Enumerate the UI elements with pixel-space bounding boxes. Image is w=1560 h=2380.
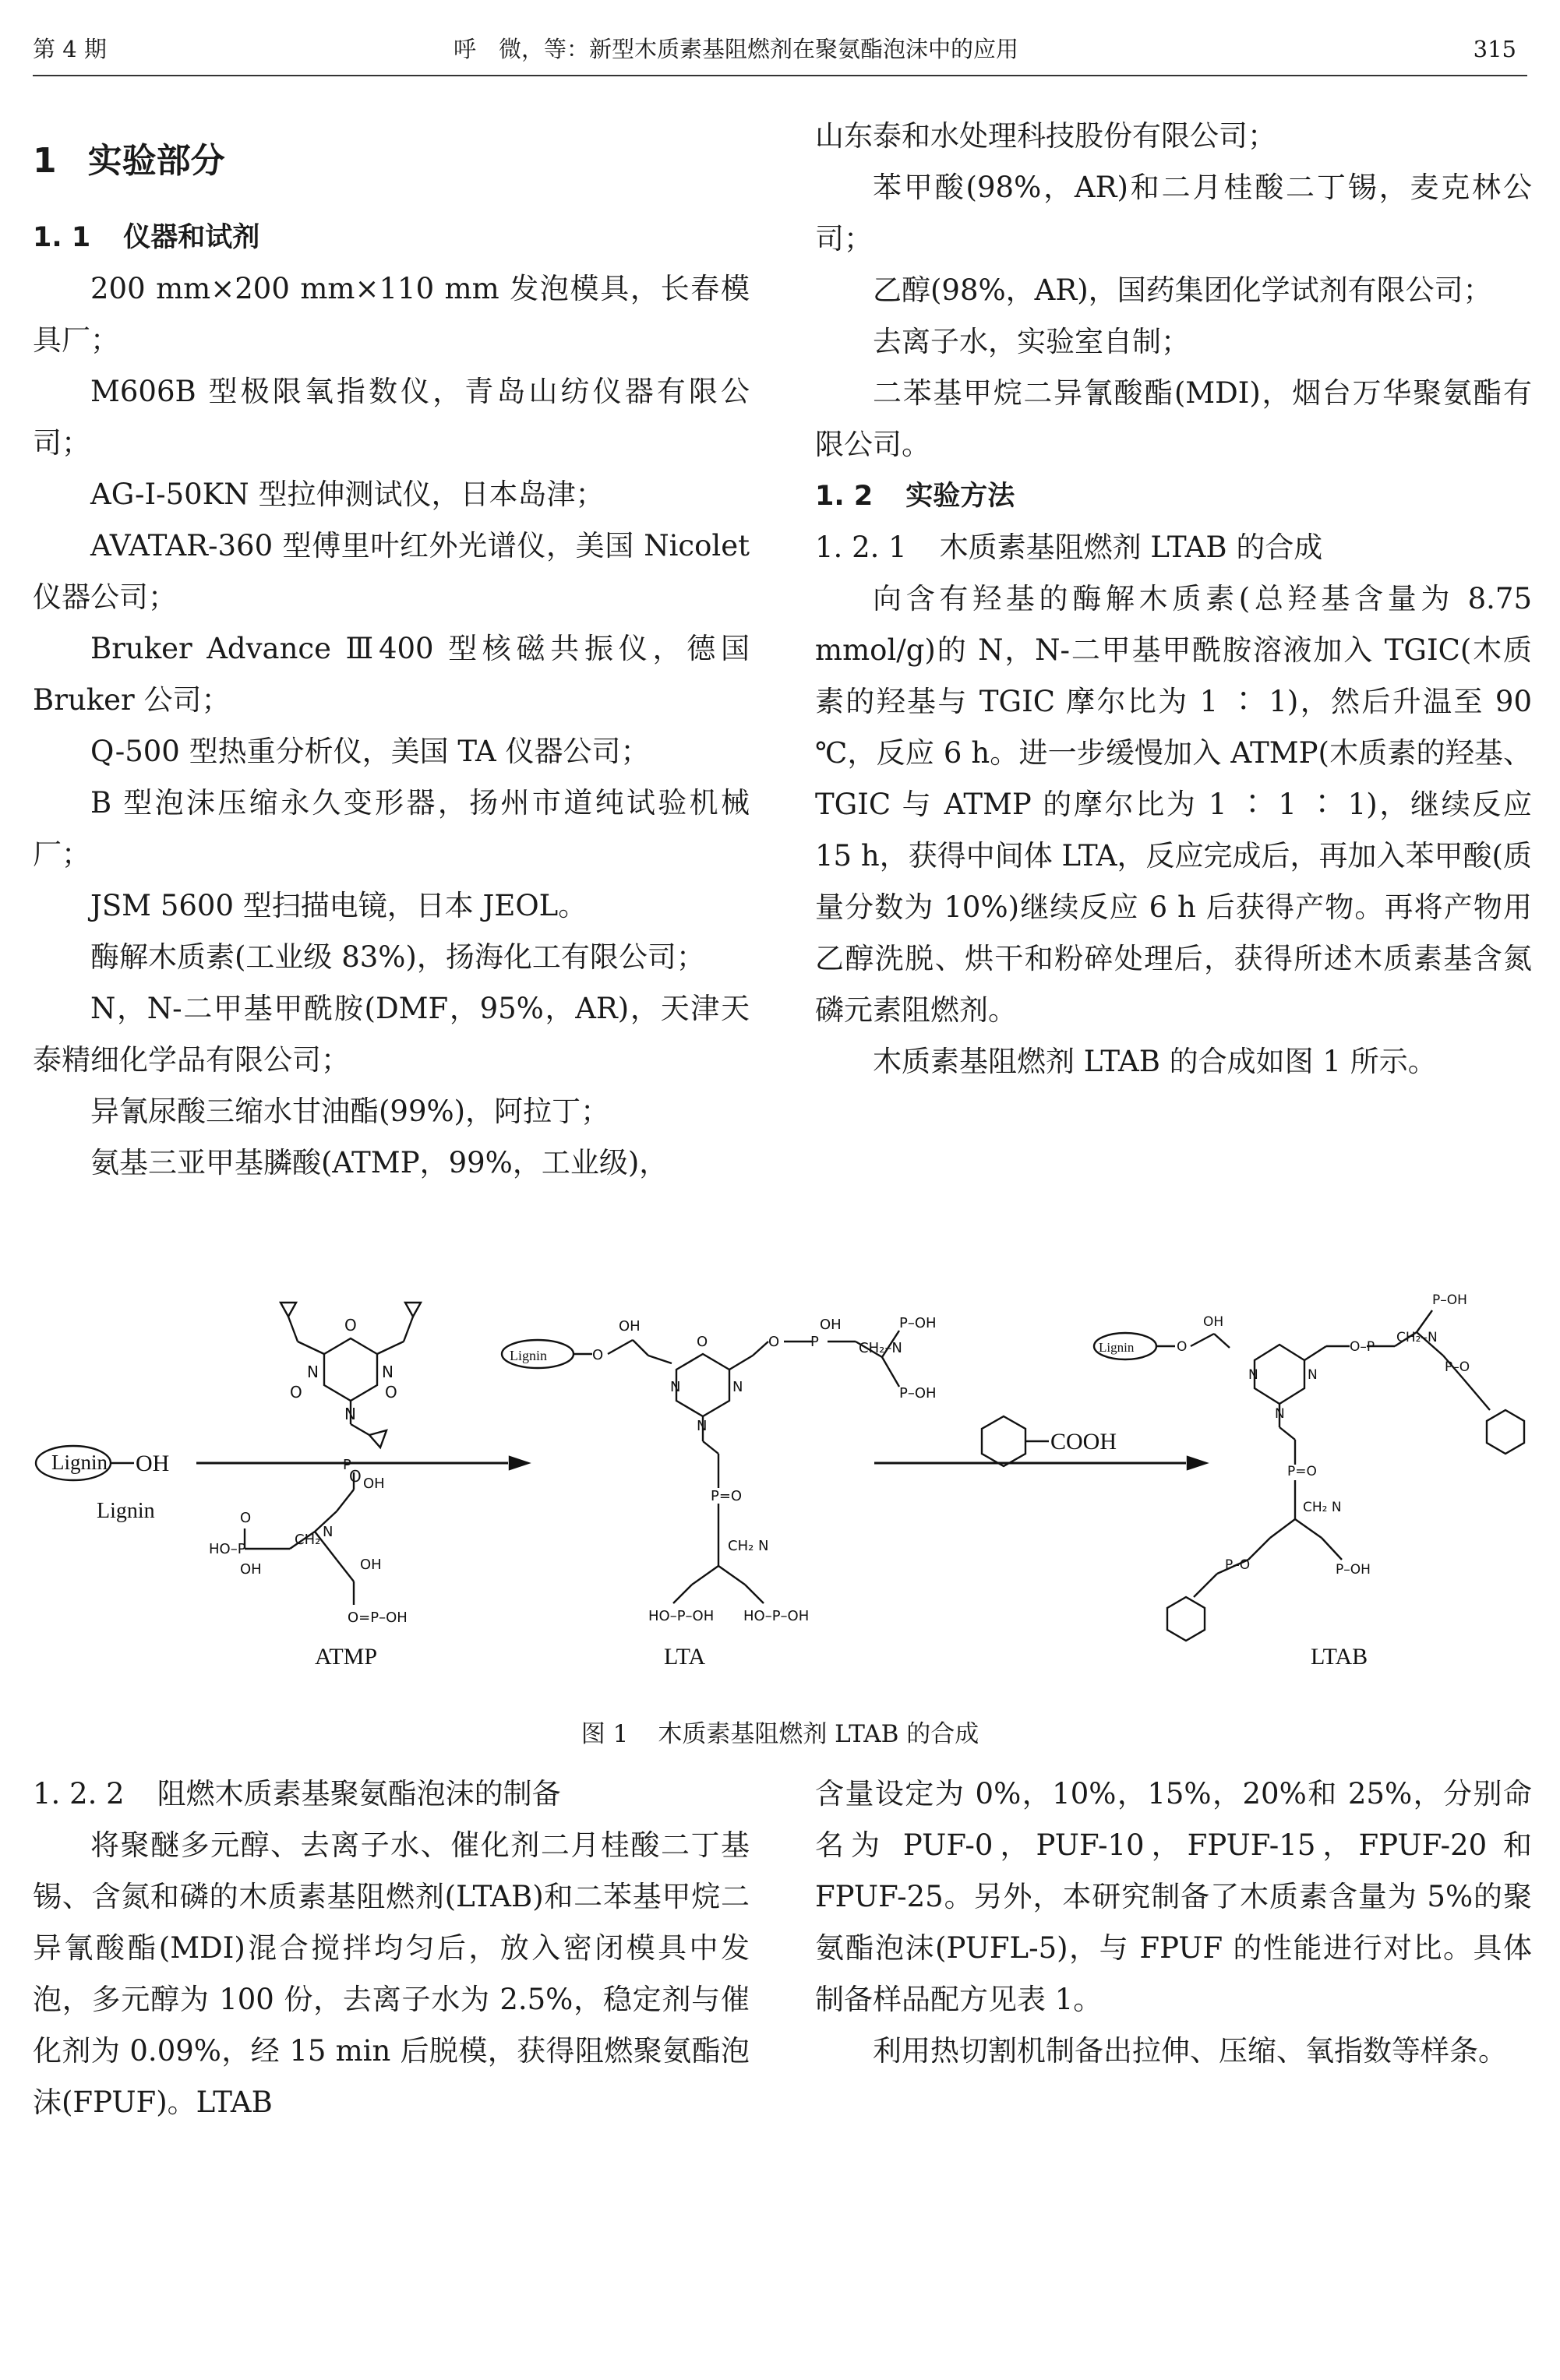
paragraph: 将聚醚多元醇、去离子水、催化剂二月桂酸二丁基锡、含氮和磷的木质素基阻燃剂(LTAB)和二苯基甲烷二异氰酸酯(MDI)混合搅拌均匀后，放入密闭模具中发泡，多元醇为 100 份，去离子水为 2.5%，稳定剂与催化剂为 0.09%，经 15 min 后脱模，获得阻燃聚氨酯泡沫(FPUF)。LTAB [33,1828,750,2119]
svg-text:O: O [385,1383,397,1402]
scheme-drawing [33,1254,1527,1691]
lta-ring [676,1354,729,1416]
left-column-bottom [33,1768,750,2128]
svg-text:O: O [349,1467,362,1486]
svg-text:P–OH: P–OH [899,1315,937,1331]
paragraph: AG-I-50KN 型拉伸测试仪，日本岛津； [90,478,605,511]
benzoic-acid-ring [982,1416,1025,1466]
lignin-name-label: Lignin [97,1499,155,1523]
svg-text:HO–P–OH: HO–P–OH [648,1608,715,1624]
svg-text:CH₂–N: CH₂–N [1396,1330,1438,1345]
reagent-label: COOH [1050,1429,1117,1454]
paragraph: 去离子水，实验室自制； [873,325,1190,358]
paragraph: 异氰尿酸三缩水甘油酯(99%)，阿拉丁； [90,1095,610,1128]
svg-text:HO–P–OH: HO–P–OH [743,1608,810,1624]
svg-text:N: N [697,1418,708,1434]
right-column-bottom [815,1768,1532,2077]
paragraph: 二苯基甲烷二异氰酸酯(MDI)，烟台万华聚氨酯有限公司。 [815,376,1532,461]
svg-text:OH: OH [619,1318,641,1335]
page-number: 315 [1473,36,1516,62]
issue-number: 第 4 期 [33,36,107,62]
svg-text:N: N [732,1379,743,1395]
paragraph: 苯甲酸(98%，AR)和二月桂酸二丁锡，麦克林公司； [815,171,1532,256]
subsubsection-number: 1. 2. 1 [815,531,907,564]
lta-lignin-label: Lignin [510,1348,547,1363]
paragraph: 木质素基阻燃剂 LTAB 的合成如图 1 所示。 [873,1045,1437,1078]
arrow-head-1 [510,1457,528,1469]
svg-text:CH₂ N: CH₂ N [1303,1500,1342,1515]
subsubsection-title: 木质素基阻燃剂 LTAB 的合成 [939,531,1323,564]
paragraph: N，N-二甲基甲酰胺(DMF，95%，AR)，天津天泰精细化学品有限公司； [33,992,750,1077]
svg-text:OH: OH [360,1557,382,1573]
header-rule [33,75,1527,76]
ltab-label: LTAB [1311,1644,1368,1670]
svg-text:P–O: P–O [1445,1359,1470,1375]
svg-text:P–O: P–O [1225,1557,1251,1573]
section-heading [33,132,225,182]
svg-text:P: P [810,1334,819,1350]
paragraph: Q-500 型热重分析仪，美国 TA 仪器公司； [90,735,650,768]
running-header [33,30,1527,69]
paragraph: 利用热切割机制备出拉伸、压缩、氧指数等样条。 [873,2034,1507,2068]
svg-text:O: O [1177,1339,1188,1355]
paragraph: AVATAR-360 型傅里叶红外光谱仪，美国 Nicolet 仪器公司； [33,529,750,614]
epoxide-right [405,1303,421,1317]
svg-text:O=P–OH: O=P–OH [348,1610,408,1626]
svg-text:N: N [307,1363,319,1381]
svg-text:N: N [1275,1406,1285,1422]
lignin-box-label: Lignin [51,1451,108,1474]
svg-text:P: P [343,1457,351,1473]
left-column-top [33,212,750,1189]
subsubsection-heading-1-2-1 [815,522,1532,573]
tgic-ring [324,1338,377,1401]
paragraph: Bruker Advance Ⅲ400 型核磁共振仪，德国 Bruker 公司； [33,632,750,717]
paragraph: B 型泡沫压缩永久变形器，扬州市道纯试验机械厂； [33,786,750,871]
svg-text:OH: OH [363,1476,385,1492]
svg-text:N: N [323,1524,334,1540]
svg-text:O–P: O–P [1350,1339,1375,1355]
subsubsection-heading-1-2-2 [33,1768,750,1820]
svg-text:N: N [382,1363,394,1381]
svg-text:P–OH: P–OH [899,1385,937,1402]
ltab-ring [1255,1345,1304,1404]
svg-text:P–OH: P–OH [1336,1562,1371,1578]
lta-label: LTA [664,1644,706,1670]
subsection-title: 仪器和试剂 [123,222,260,253]
svg-text:O: O [592,1347,604,1363]
svg-text:CH₂–N: CH₂–N [859,1340,902,1356]
paragraph: 乙醇(98%，AR)，国药集团化学试剂有限公司； [873,273,1492,307]
running-title: 呼 微，等：新型木质素基阻燃剂在聚氨酯泡沫中的应用 [454,36,1019,62]
svg-text:OH: OH [820,1317,842,1333]
paragraph: 含量设定为 0%，10%，15%，20%和 25%，分别命名为 PUF-0，PUF-10，FPUF-15，FPUF-20 和 FPUF-25。另外，本研究制备了木质素含量为 5%的聚氨酯泡沫(PUFL-5)，与 FPUF 的性能进行对比。具体制备样品配方见表 1。 [815,1777,1532,2016]
svg-text:OH: OH [240,1561,262,1578]
paragraph: 氨基三亚甲基膦酸(ATMP，99%，工业级)， [90,1146,669,1179]
svg-text:N: N [1248,1367,1258,1383]
figure-number: 图 1 [581,1720,629,1748]
svg-text:OH: OH [1203,1314,1224,1330]
subsection-number: 1. 1 [33,222,91,253]
figure-synthesis-scheme [33,1254,1527,1691]
epoxide-bottom [369,1430,386,1447]
subsection-number: 1. 2 [815,481,874,512]
svg-text:O: O [344,1316,357,1335]
figure-caption-text: 木质素基阻燃剂 LTAB 的合成 [658,1720,979,1748]
svg-text:O: O [240,1510,252,1526]
subsubsection-number: 1. 2. 2 [33,1777,125,1811]
svg-text:HO–P: HO–P [209,1541,246,1557]
subsection-heading-1-2 [815,471,1532,522]
arrow-head-2 [1188,1457,1206,1469]
atmp-label: ATMP [315,1644,378,1670]
right-column-top [815,111,1532,1088]
paragraph: JSM 5600 型扫描电镜，日本 JEOL。 [90,889,588,922]
svg-text:CH₂ N: CH₂ N [728,1538,769,1554]
svg-text:N: N [670,1379,681,1395]
figure-caption [0,1714,1560,1749]
paragraph: 向含有羟基的酶解木质素(总羟基含量为 8.75 mmol/g)的 N，N-二甲基甲酰胺溶液加入 TGIC(木质素的羟基与 TGIC 摩尔比为 1 ∶ 1)，然后升温至 90 ℃，反应 6 h。进一步缓慢加入 ATMP(木质素的羟基、TGIC 与 ATMP 的摩尔比为 1 ∶ 1 ∶ 1)，继续反应 15 h，获得中间体 LTA，反应完成后，再加入苯甲酸(质量分数为 10%)继续反应 6 h 后获得产物。再将产物用乙醇洗脱、烘干和粉碎处理后，获得所述木质素基含氮磷元素阻燃剂。 [815,582,1532,1027]
section-title: 实验部分 [87,141,225,181]
ltab-benzene-top [1487,1410,1524,1454]
svg-text:CH₂: CH₂ [295,1532,321,1548]
svg-text:O: O [290,1383,302,1402]
paragraph: 酶解木质素(工业级 83%)，扬海化工有限公司； [90,940,705,974]
svg-text:P–OH: P–OH [1432,1292,1467,1308]
svg-text:P=O: P=O [1287,1464,1317,1479]
paragraph: 200 mm×200 mm×110 mm 发泡模具，长春模具厂； [33,272,750,357]
svg-text:N: N [344,1405,356,1423]
svg-text:N: N [1308,1367,1318,1383]
lignin-oh-label: OH [136,1451,170,1476]
svg-text:O: O [697,1334,708,1350]
subsubsection-title: 阻燃木质素基聚氨酯泡沫的制备 [157,1777,561,1811]
subsection-heading-1-1 [33,212,750,263]
svg-text:P=O: P=O [711,1488,743,1504]
ltab-lignin-label: Lignin [1099,1340,1135,1355]
subsection-title: 实验方法 [905,481,1015,512]
section-number: 1 [33,141,57,181]
svg-text:O: O [768,1334,780,1350]
epoxide-left [281,1303,296,1317]
paragraph: 山东泰和水处理科技股份有限公司； [815,119,1276,153]
paragraph: M606B 型极限氧指数仪，青岛山纺仪器有限公司； [33,375,750,460]
ltab-benzene-bottom [1167,1597,1205,1641]
